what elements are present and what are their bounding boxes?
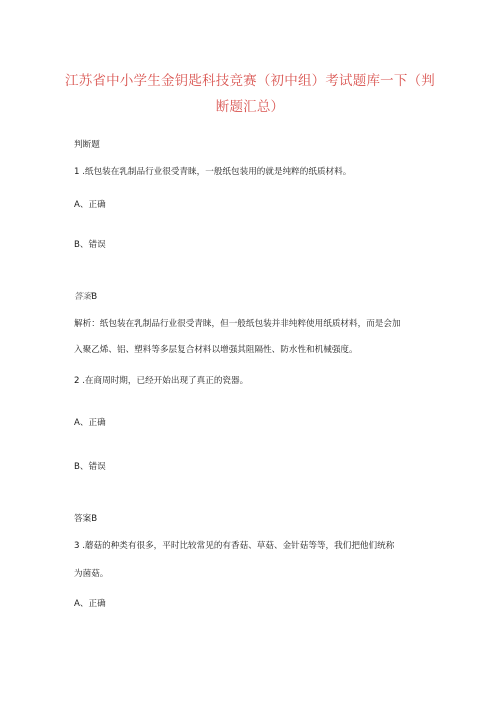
question-1-answer [74, 291, 97, 303]
document-title [60, 68, 440, 120]
question-1-text: 1 .纸包装在乳制品行业很受青睐，一般纸包装用的就是纯粹的纸质材料。 [74, 167, 352, 177]
question-1-option-a: A、正确 [74, 200, 106, 210]
question-1-analysis-line-1: 解析：纸包装在乳制品行业很受青睐，但一般纸包装并非纯粹使用纸质材料，而是会加 [74, 319, 401, 329]
question-2-text: 2 .在商周时期，已经开始出现了真正的瓷器。 [74, 376, 249, 386]
question-3-text-line-2: 为菌菇。 [74, 569, 109, 579]
section-heading: 判断题 [74, 140, 100, 150]
answer-value: B [91, 292, 98, 302]
question-2-answer: 答案B [74, 514, 98, 524]
question-1-analysis-line-2: 入聚乙烯、铝、塑料等多层复合材料以增强其阻隔性、防水性和机械强度。 [74, 345, 358, 355]
title-line-2: 断题汇总） [215, 99, 285, 115]
question-2-option-a: A、正确 [74, 418, 106, 428]
question-2-option-b: B、错误 [74, 462, 106, 472]
question-3-option-a: A、正确 [74, 599, 106, 609]
title-line-1: 江苏省中小学生金钥匙科技竞赛（初中组）考试题库一下（判 [65, 73, 435, 89]
answer-label: 答案 [74, 292, 92, 302]
question-1-option-b: B、错误 [74, 240, 106, 250]
question-3-text-line-1: 3 .蘑菇的种类有很多，平时比较常见的有香菇、草菇、金针菇等等，我们把他们统称 [74, 541, 395, 551]
